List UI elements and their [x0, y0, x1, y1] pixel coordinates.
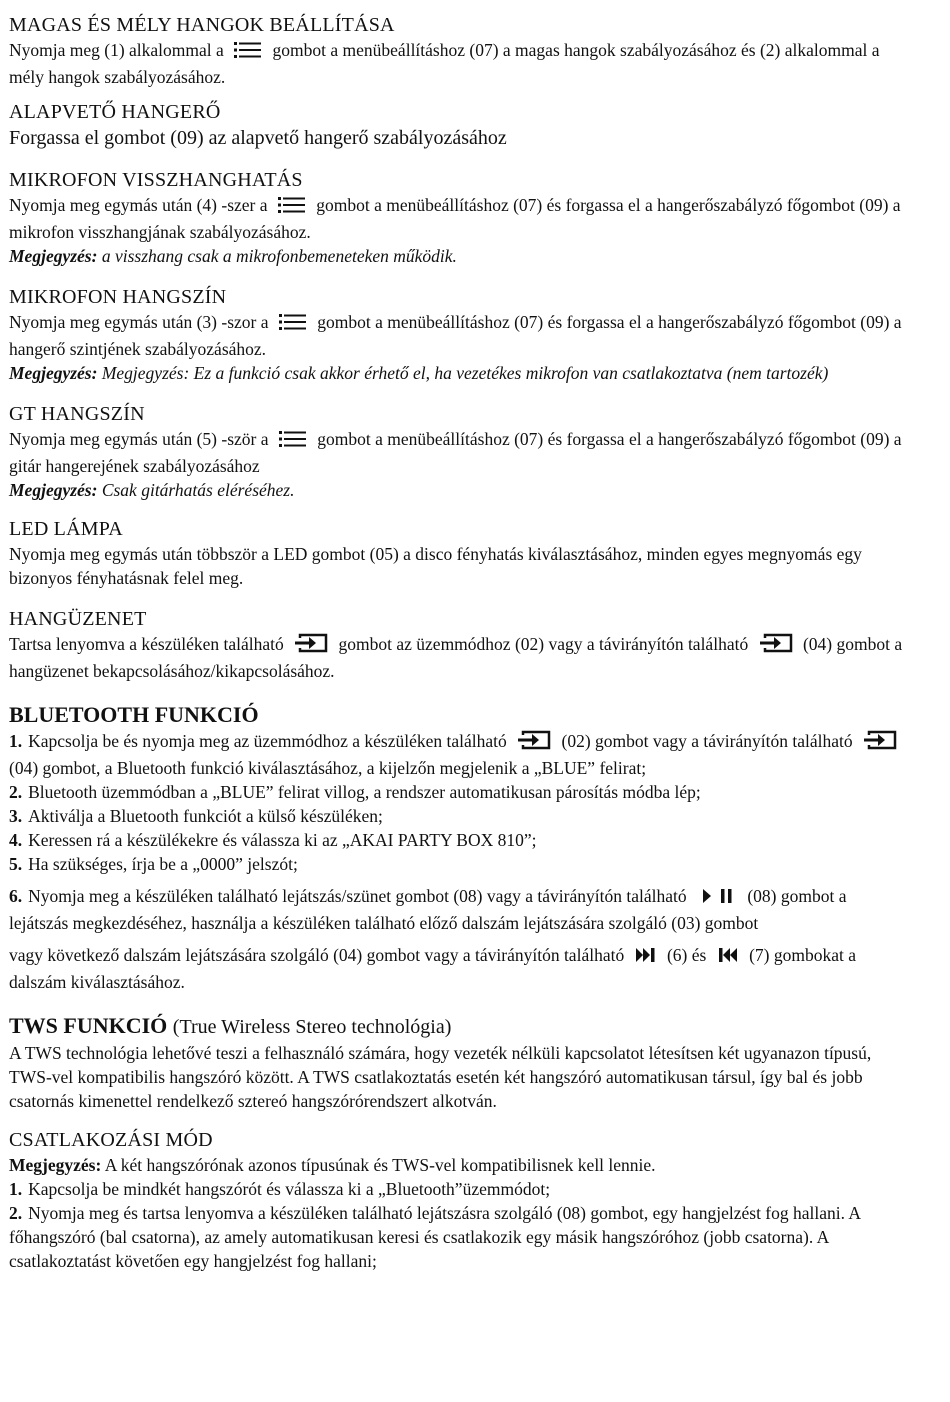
bt-item-6: [9, 884, 909, 935]
text-part: gombot a menübeállításhoz (07) és forgassa el a hangerőszabályzó főgombot (09) a hangerő szintjének szabályozásához.: [9, 312, 902, 359]
text-part: (02) gombot vagy a távirányítón található: [561, 731, 853, 751]
text-part: Kapcsolja be és nyomja meg az üzemmódhoz a készüléken található: [28, 731, 507, 751]
heading-tws-sub: (True Wireless Stereo technológia): [172, 1016, 452, 1038]
text-part: Nyomja meg (1) alkalommal a: [9, 40, 224, 60]
conn-item-1: [9, 1177, 909, 1201]
play-pause-icon: [697, 887, 737, 911]
text-part: Bluetooth üzemmódban a „BLUE” felirat villog, a rendszer automatikusan párosítás módba lép;: [28, 782, 701, 802]
heading-voice: HANGÜZENET: [9, 608, 147, 630]
menu-icon: [234, 41, 262, 65]
heading-treble-bass: MAGAS ÉS MÉLY HANGOK BEÁLLÍTÁSA: [9, 14, 395, 36]
text-part: vagy következő dalszám lejátszására szolgáló (04) gombot vagy a távirányítón található: [9, 945, 625, 965]
item-number: 5.: [9, 854, 23, 874]
source-input-icon: [863, 730, 897, 756]
heading-bluetooth: BLUETOOTH FUNKCIÓ: [9, 702, 259, 727]
section-tws: [9, 1012, 909, 1113]
item-number: 4.: [9, 830, 23, 850]
text-part: Kapcsolja be mindkét hangszórót és válassza ki a „Bluetooth”üzemmódot;: [28, 1179, 551, 1199]
paragraph-treble-bass: [9, 38, 909, 89]
paragraph-tws: A TWS technológia lehetővé teszi a felhasználó számára, hogy vezeték nélküli kapcsolatot létesítsen két ugyanazon típusú, TWS-vel kompatibilis hangszóró között. A TWS csatlakoztatás esetén két hangszóró automatikusan társul, így bal és jobb csatornás kimenettel rendelkező sztereó hangszórórendszert alkotván.: [9, 1043, 872, 1111]
text-part: gombot a menübeállításhoz (07) a magas hangok szabályozásához és (2) alkalommal a mély hangok szabályozásához.: [9, 40, 880, 87]
section-led: [9, 516, 909, 590]
bt-item-6-cont: [9, 943, 909, 994]
paragraph-gt-tone: [9, 427, 909, 478]
heading-connection: CSATLAKOZÁSI MÓD: [9, 1129, 213, 1151]
section-treble-bass: [9, 12, 909, 89]
next-track-icon: [635, 946, 657, 970]
heading-master-volume: ALAPVETŐ HANGERŐ: [9, 101, 221, 123]
text-part: Tartsa lenyomva a készüléken található: [9, 634, 284, 654]
note-mic-echo: [9, 244, 909, 268]
source-input-icon: [517, 730, 551, 756]
item-number: 2.: [9, 782, 23, 802]
conn-item-2: [9, 1201, 909, 1273]
text-part: Nyomja meg egymás után (4) -szer a: [9, 195, 268, 215]
text-part: (08) gombot a lejátszás megkezdéséhez, használja a készüléken található előző dalszám lejátszására szolgáló (03) gombot: [9, 886, 847, 933]
item-number: 1.: [9, 731, 23, 751]
note-label: Megjegyzés:: [9, 480, 98, 500]
text-part: (6) és: [666, 945, 707, 965]
section-master-volume: [9, 99, 909, 151]
text-part: Aktiválja a Bluetooth funkciót a külső készüléken;: [28, 806, 383, 826]
manual-page: [9, 12, 909, 1283]
bt-item-1: [9, 729, 909, 780]
section-voice: [9, 606, 909, 683]
bt-item-2: [9, 780, 909, 804]
section-bluetooth: [9, 701, 909, 994]
heading-gt-tone: GT HANGSZÍN: [9, 403, 145, 425]
paragraph-led: Nyomja meg egymás után többször a LED gombot (05) a disco fényhatás kiválasztásához, minden egyes megnyomás egy bizonyos fényhatásnak felel meg.: [9, 544, 862, 588]
source-input-icon: [294, 633, 328, 659]
spacer: [9, 935, 909, 943]
heading-mic-echo: MIKROFON VISSZHANGHATÁS: [9, 169, 303, 191]
paragraph-mic-echo: [9, 193, 909, 244]
bt-item-4: [9, 828, 909, 852]
text-part: Ha szükséges, írja be a „0000” jelszót;: [28, 854, 298, 874]
section-gt-tone: [9, 401, 909, 502]
text-part: gombot a menübeállításhoz (07) és forgassa el a hangerőszabályzó főgombot (09) a gitár hangerejének szabályozásához: [9, 429, 902, 476]
text-part: Nyomja meg egymás után (5) -ször a: [9, 429, 269, 449]
paragraph-mic-tone: [9, 310, 909, 361]
item-number: 3.: [9, 806, 23, 826]
text-part: Nyomja meg egymás után (3) -szor a: [9, 312, 269, 332]
spacer: [9, 876, 909, 884]
note-connection: [9, 1153, 909, 1177]
previous-track-icon: [717, 946, 739, 970]
note-text: Csak gitárhatás eléréséhez.: [101, 480, 295, 500]
heading-tws-main: TWS FUNKCIÓ: [9, 1013, 168, 1038]
menu-icon: [279, 313, 307, 337]
section-connection: [9, 1127, 909, 1273]
note-label: Megjegyzés:: [9, 363, 98, 383]
bt-item-5: [9, 852, 909, 876]
section-mic-tone: [9, 284, 909, 385]
note-text: a visszhang csak a mikrofonbemeneteken működik.: [101, 246, 457, 266]
heading-mic-tone: MIKROFON HANGSZÍN: [9, 286, 227, 308]
note-text: Megjegyzés: Ez a funkció csak akkor érhető el, ha vezetékes mikrofon van csatlakoztatva (nem tartozék): [101, 363, 829, 383]
source-input-icon: [759, 633, 793, 659]
note-gt-tone: [9, 478, 909, 502]
text-part: (04) gombot a hangüzenet bekapcsolásához/kikapcsolásához.: [9, 634, 903, 681]
text-part: (7) gombokat a dalszám kiválasztásához.: [9, 945, 856, 992]
item-number: 1.: [9, 1179, 23, 1199]
text-part: gombot a menübeállításhoz (07) és forgassa el a hangerőszabályzó főgombot (09) a mikrofon visszhangjának szabályozásához.: [9, 195, 901, 242]
text-part: Keressen rá a készülékekre és válassza ki az „AKAI PARTY BOX 810”;: [28, 830, 537, 850]
item-number: 6.: [9, 886, 23, 906]
text-part: (04) gombot, a Bluetooth funkció kiválasztásához, a kijelzőn megjelenik a „BLUE” felirat;: [9, 758, 647, 778]
heading-led: LED LÁMPA: [9, 518, 123, 540]
text-part: Nyomja meg a készüléken található lejátszás/szünet gombot (08) vagy a távirányítón található: [28, 886, 687, 906]
note-label: Megjegyzés:: [9, 1155, 102, 1175]
item-number: 2.: [9, 1203, 23, 1223]
note-text: A két hangszórónak azonos típusúnak és TWS-vel kompatibilisnek kell lennie.: [104, 1155, 656, 1175]
paragraph-voice: [9, 632, 909, 683]
text-part: Nyomja meg és tartsa lenyomva a készüléken található lejátszásra szolgáló (08) gombot, egy hangjelzést fog hallani. A főhangszóró (bal csatorna), az amely automatikusan keresi és csatlakozik egy másik hangszóróhoz (jobb csatorna). A csatlakoztatást követően egy hangjelzést fog hallani;: [9, 1203, 861, 1271]
menu-icon: [278, 196, 306, 220]
text-part: gombot az üzemmódhoz (02) vagy a távirányítón található: [338, 634, 749, 654]
menu-icon: [279, 430, 307, 454]
note-label: Megjegyzés:: [9, 246, 98, 266]
note-mic-tone: [9, 361, 909, 385]
paragraph-master-volume: Forgassa el gombot (09) az alapvető hangerő szabályozásához: [9, 127, 507, 149]
section-mic-echo: [9, 167, 909, 268]
bt-item-3: [9, 804, 909, 828]
heading-tws: [9, 1012, 909, 1041]
